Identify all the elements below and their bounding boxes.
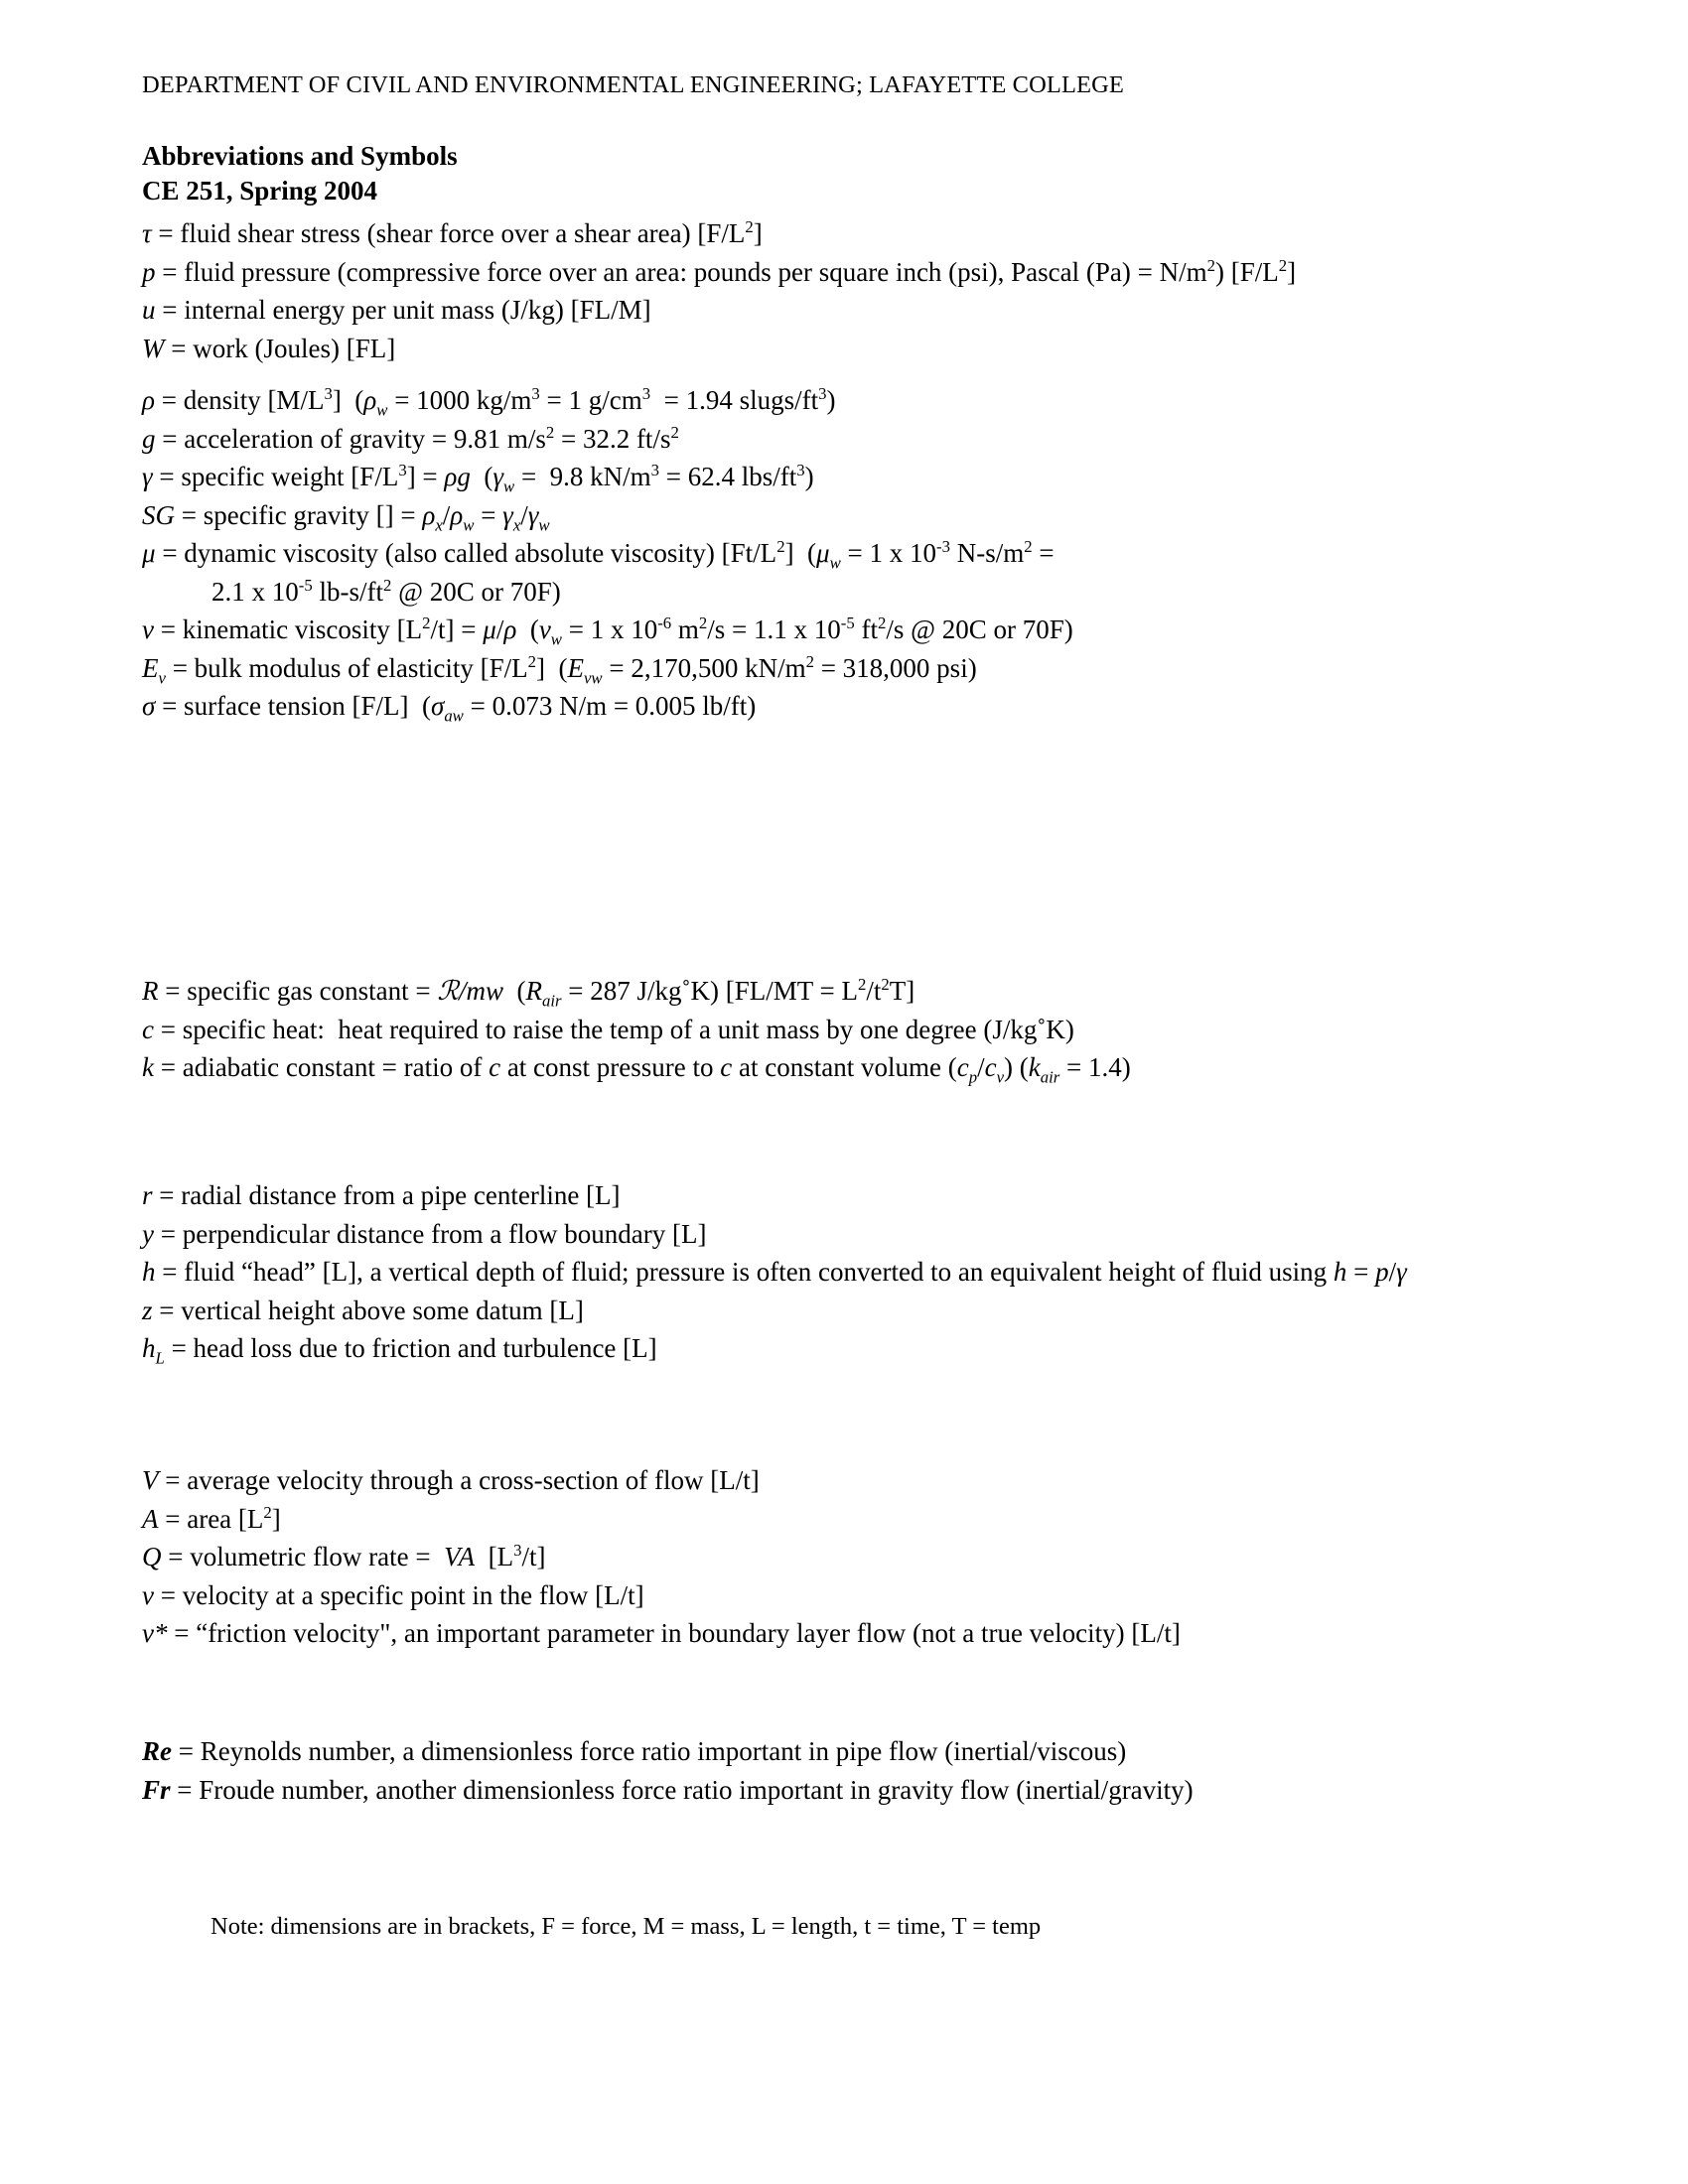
definition-group-flow-quantities: [142, 1461, 1433, 1653]
definition-line-Q: Q = volumetric flow rate = VA $[L^3/t]$: [142, 1541, 546, 1571]
definition-line-c: c = specific heat: heat required to raise the temp of a unit mass by one degree (J/kg˚K): [142, 1014, 1074, 1044]
definition-line-p: p = fluid pressure (compressive force over an area: pounds per square inch (psi), Pascal $(Pa) = N/m^2$) $[F/L^2]$: [142, 255, 1297, 287]
definition-line-Ev: $E_v$ = bulk modulus of elasticity $[F/L^2] (E_{vw} = 2,170,500$ $kN/m^2 = 318,000$ psi): [142, 651, 977, 687]
definition-line-z: z = vertical height above some datum [L]: [142, 1295, 584, 1325]
definition-line-Re: Re = Reynolds number, a dimensionless force ratio important in pipe flow (inertial/viscous): [142, 1736, 1127, 1766]
definition-line-v: v = velocity at a specific point in the flow [L/t]: [142, 1579, 644, 1610]
definition-line-sigma: σ = surface tension [F/L] ($\sigma_{aw} = 0.073$ N/m = 0.005 lb/ft): [142, 691, 757, 726]
course-subtitle: CE 251, Spring 2004: [142, 176, 378, 205]
definition-line-gamma: γ = specific weight $[F/L^3] = \rho g$ ($\gamma_w = 9.8$ $kN/m^3 = 62.4$ lbs/$ft^3$): [142, 461, 814, 496]
definition-line-y: y = perpendicular distance from a flow boundary [L]: [142, 1218, 707, 1249]
definition-line-nu: ν = kinematic viscosity $[L^2/t] = \mu/\rho$ ($\nu_w = 1$ x $10^{-6}$ $m^2/s = 1.1$ x $10^{-5}$ $ft^2/s$ @ 20C or 70F): [142, 614, 1073, 649]
definition-line-tau: τ = fluid shear stress (shear force over a shear area) $[F/L^2]$: [142, 217, 763, 248]
definition-line-Fr: Fr = Froude number, another dimensionless force ratio important in gravity flow (inertial/gravity): [142, 1774, 1194, 1805]
definition-group-dimensionless-numbers: [142, 1732, 1433, 1809]
definition-group-fluid-properties: [142, 381, 1433, 726]
definition-line-hL: $h_L$ = head loss due to friction and turbulence [L]: [142, 1333, 657, 1368]
department-header: DEPARTMENT OF CIVIL AND ENVIRONMENTAL ENGINEERING; LAFAYETTE COLLEGE: [142, 71, 1124, 98]
definition-line-k: k = adiabatic constant = ratio of c at const pressure to c at constant volume $(c_p/c_v) (k_{air} = 1.4)$: [142, 1052, 1131, 1087]
footnote: Note: dimensions are in brackets, F = force, M = mass, L = length, t = time, T = temp: [211, 1913, 1042, 1940]
definition-line-SG: SG = specific gravity [] = $\rho_x/\rho_w = \gamma_x/\gamma_w$: [142, 499, 550, 534]
definition-line-W: W = work (Joules) [FL]: [142, 333, 396, 363]
definition-group-stress-pressure-energy-work: [142, 214, 1433, 367]
definition-line-u: u = internal energy per unit mass (J/kg) [FL/M]: [142, 295, 651, 325]
definition-line-g: g = acceleration of gravity = 9.81 $m/s^2 = 32.2$ $ft/s^2$: [142, 422, 679, 454]
definition-line-rho: ρ = density $[M/L^3] (\rho_w = 1000$ $kg/m^3 = 1$ $g/cm^3 = 1.94$ slugs/$ft^3$): [142, 384, 836, 420]
definition-line-h: h = fluid “head” [L], a vertical depth of fluid; pressure is often converted to an equivalent height of fluid using h = p/γ: [142, 1257, 1407, 1287]
definition-group-thermodynamic-properties: [142, 972, 1433, 1087]
definition-line-mu-cont: 2.1 x $10^{-5}$ $lb-s/ft^2$ @ 20C or 70F): [211, 575, 561, 607]
page-title: Abbreviations and Symbols: [142, 141, 458, 171]
definition-line-V: V = average velocity through a cross-section of flow [L/t]: [142, 1465, 760, 1495]
title-block: [142, 139, 458, 208]
definition-line-mu: μ = dynamic viscosity (also called absolute viscosity) $[Ft/L^2] (\mu_w = 1$ x $10^{-3}$ $N-s/m^2$ =: [142, 537, 1055, 573]
definition-line-vstar: v* = “friction velocity", an important parameter in boundary layer flow (not a true velocity) [L/t]: [142, 1618, 1181, 1648]
definition-line-A: A = area $[L^2]$: [142, 1502, 281, 1534]
definition-group-geometry-head: [142, 1176, 1433, 1368]
definition-line-r: r = radial distance from a pipe centerline [L]: [142, 1180, 621, 1210]
definition-line-R: R = specific gas constant = ℛ/mw ($R_{air} = 287$ J/kg˚K) $[FL/MT = L^2/t^2T]$: [142, 975, 915, 1011]
